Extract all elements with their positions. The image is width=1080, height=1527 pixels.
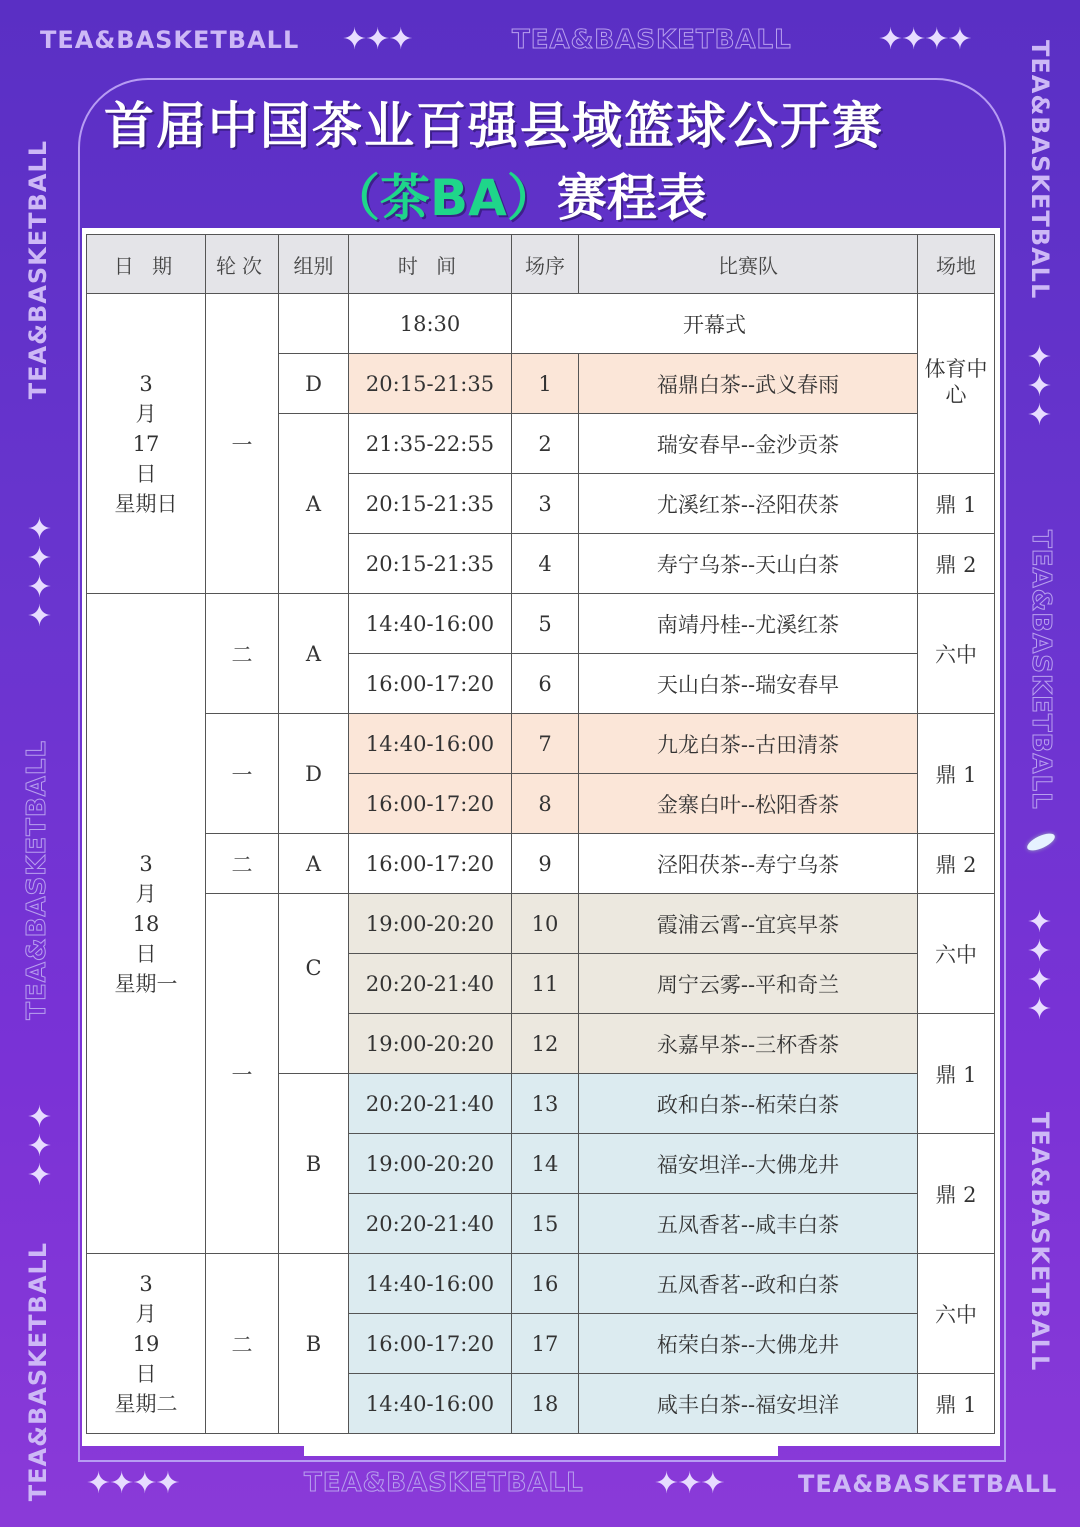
watermark-left-upper: TEA&BASKETBALL (24, 140, 52, 400)
watermark-left-lower: TEA&BASKETBALL (24, 1242, 52, 1502)
match-no-cell: 1 (512, 354, 579, 414)
header-match-no: 场序 (512, 235, 579, 294)
table-header-row (87, 235, 995, 294)
date-cell (87, 294, 206, 594)
table-row (87, 294, 995, 354)
bottom-white-bar (304, 1446, 778, 1456)
date-day: 19 (132, 1331, 160, 1356)
round-cell: 一 (206, 294, 279, 594)
stars-decoration: ✦✦✦ (22, 1100, 57, 1187)
watermark-right-middle: TEA&BASKETBALL (1026, 530, 1056, 810)
time-cell: 20:15-21:35 (349, 354, 512, 414)
header-date: 日 期 (87, 235, 206, 294)
table-row (87, 834, 995, 894)
stars-decoration: ✦✦✦✦ (22, 512, 57, 628)
venue-cell: 鼎 2 (918, 834, 995, 894)
venue-cell: 鼎 1 (918, 1374, 995, 1434)
venue-cell: 六中 (918, 894, 995, 1014)
table-row (87, 1254, 995, 1314)
match-no-cell: 5 (512, 594, 579, 654)
round-cell: 二 (206, 594, 279, 714)
venue-cell: 体育中心 (918, 294, 995, 474)
time-cell: 19:00-20:20 (349, 1014, 512, 1074)
stars-decoration: ✦✦✦✦ (1022, 905, 1057, 1021)
group-cell (279, 294, 349, 354)
schedule-sheet (82, 228, 1000, 1446)
page-subtitle (330, 158, 707, 230)
match-cell: 瑞安春早--金沙贡茶 (579, 414, 918, 474)
date-day: 17 (132, 431, 160, 456)
venue-cell: 鼎 1 (918, 1014, 995, 1134)
match-no-cell: 12 (512, 1014, 579, 1074)
date-month: 3 (139, 1271, 153, 1296)
date-day-char: 日 (135, 1361, 157, 1386)
round-cell: 二 (206, 1254, 279, 1434)
page-title: 首届中国茶业百强县域篮球公开赛 (104, 97, 884, 155)
match-cell: 寿宁乌茶--天山白茶 (579, 534, 918, 594)
header-round: 轮次 (206, 235, 279, 294)
match-cell: 周宁云雾--平和奇兰 (579, 954, 918, 1014)
match-cell: 政和白茶--柘荣白茶 (579, 1074, 918, 1134)
oval-decoration (1025, 830, 1057, 854)
watermark-top-center: TEA&BASKETBALL (512, 25, 792, 55)
table-row (87, 894, 995, 954)
round-cell: 一 (206, 714, 279, 834)
venue-cell: 鼎 2 (918, 534, 995, 594)
match-cell: 尤溪红茶--泾阳茯茶 (579, 474, 918, 534)
time-cell: 19:00-20:20 (349, 894, 512, 954)
watermark-bottom-center: TEA&BASKETBALL (304, 1468, 584, 1498)
match-no-cell: 11 (512, 954, 579, 1014)
time-cell: 16:00-17:20 (349, 774, 512, 834)
date-weekday: 星期二 (114, 1391, 178, 1416)
time-cell: 19:00-20:20 (349, 1134, 512, 1194)
match-no-cell: 6 (512, 654, 579, 714)
round-cell: 二 (206, 834, 279, 894)
venue-cell: 鼎 1 (918, 714, 995, 834)
match-no-cell: 18 (512, 1374, 579, 1434)
date-month-char: 月 (135, 401, 157, 426)
stars-decoration: ✦✦✦✦ (86, 1466, 179, 1501)
match-cell: 福安坦洋--大佛龙井 (579, 1134, 918, 1194)
venue-cell: 鼎 2 (918, 1134, 995, 1254)
stars-decoration: ✦✦✦ (654, 1466, 724, 1501)
match-no-cell: 3 (512, 474, 579, 534)
match-cell: 天山白茶--瑞安春早 (579, 654, 918, 714)
match-no-cell: 9 (512, 834, 579, 894)
round-cell: 一 (206, 894, 279, 1254)
match-no-cell: 15 (512, 1194, 579, 1254)
time-cell: 20:20-21:40 (349, 1074, 512, 1134)
watermark-bottom-right: TEA&BASKETBALL (798, 1470, 1058, 1498)
group-cell: C (279, 894, 349, 1074)
time-cell: 18:30 (349, 294, 512, 354)
date-day-char: 日 (135, 941, 157, 966)
time-cell: 21:35-22:55 (349, 414, 512, 474)
group-cell: A (279, 594, 349, 714)
date-weekday: 星期一 (114, 971, 178, 996)
time-cell: 20:20-21:40 (349, 954, 512, 1014)
time-cell: 20:20-21:40 (349, 1194, 512, 1254)
subtitle-paren-open: （ (330, 169, 380, 227)
group-cell: A (279, 834, 349, 894)
stars-decoration: ✦✦✦ (1022, 340, 1057, 427)
match-no-cell: 7 (512, 714, 579, 774)
time-cell: 14:40-16:00 (349, 594, 512, 654)
time-cell: 14:40-16:00 (349, 1374, 512, 1434)
match-cell: 咸丰白茶--福安坦洋 (579, 1374, 918, 1434)
watermark-right-lower: TEA&BASKETBALL (1026, 1112, 1054, 1372)
time-cell: 16:00-17:20 (349, 654, 512, 714)
date-day-char: 日 (135, 461, 157, 486)
date-cell (87, 1254, 206, 1434)
match-cell: 永嘉早茶--三杯香茶 (579, 1014, 918, 1074)
group-cell: A (279, 414, 349, 594)
match-no-cell: 10 (512, 894, 579, 954)
group-cell: D (279, 354, 349, 414)
date-day: 18 (132, 911, 160, 936)
match-no-cell: 16 (512, 1254, 579, 1314)
match-cell: 柘荣白茶--大佛龙井 (579, 1314, 918, 1374)
time-cell: 14:40-16:00 (349, 714, 512, 774)
match-cell: 福鼎白茶--武义春雨 (579, 354, 918, 414)
time-cell: 16:00-17:20 (349, 1314, 512, 1374)
subtitle-paren-close: ） (506, 169, 557, 227)
match-cell: 金寨白叶--松阳香茶 (579, 774, 918, 834)
date-month-char: 月 (135, 881, 157, 906)
match-cell: 五凤香茗--政和白茶 (579, 1254, 918, 1314)
time-cell: 20:15-21:35 (349, 474, 512, 534)
match-cell: 南靖丹桂--尤溪红茶 (579, 594, 918, 654)
watermark-right-upper: TEA&BASKETBALL (1026, 40, 1054, 300)
match-cell: 霞浦云霄--宜宾早茶 (579, 894, 918, 954)
table-row (87, 594, 995, 654)
time-cell: 16:00-17:20 (349, 834, 512, 894)
header-venue: 场地 (918, 235, 995, 294)
venue-cell: 六中 (918, 1254, 995, 1374)
date-month: 3 (139, 851, 153, 876)
match-cell: 九龙白茶--古田清茶 (579, 714, 918, 774)
date-month: 3 (139, 371, 153, 396)
group-cell: D (279, 714, 349, 834)
match-no-cell: 8 (512, 774, 579, 834)
header-time: 时 间 (349, 235, 512, 294)
date-cell (87, 594, 206, 1254)
stars-decoration: ✦✦✦ (342, 22, 412, 57)
schedule-table (86, 234, 995, 1434)
date-weekday: 星期日 (114, 491, 178, 516)
table-row (87, 714, 995, 774)
venue-cell: 六中 (918, 594, 995, 714)
ceremony-cell: 开幕式 (512, 294, 918, 354)
date-month-char: 月 (135, 1301, 157, 1326)
match-no-cell: 13 (512, 1074, 579, 1134)
group-cell: B (279, 1074, 349, 1254)
header-teams: 比赛队 (579, 235, 918, 294)
match-cell: 五凤香茗--咸丰白茶 (579, 1194, 918, 1254)
subtitle-schedule: 赛程表 (556, 169, 707, 227)
stars-decoration: ✦✦✦✦ (878, 22, 971, 57)
venue-cell: 鼎 1 (918, 474, 995, 534)
header-group: 组别 (279, 235, 349, 294)
match-no-cell: 17 (512, 1314, 579, 1374)
time-cell: 20:15-21:35 (349, 534, 512, 594)
match-no-cell: 14 (512, 1134, 579, 1194)
group-cell: B (279, 1254, 349, 1434)
watermark-top-left: TEA&BASKETBALL (40, 26, 300, 54)
match-no-cell: 2 (512, 414, 579, 474)
watermark-left-middle: TEA&BASKETBALL (22, 740, 52, 1020)
subtitle-cha-ba: 茶BA (380, 169, 507, 227)
match-no-cell: 4 (512, 534, 579, 594)
match-cell: 泾阳茯茶--寿宁乌茶 (579, 834, 918, 894)
time-cell: 14:40-16:00 (349, 1254, 512, 1314)
